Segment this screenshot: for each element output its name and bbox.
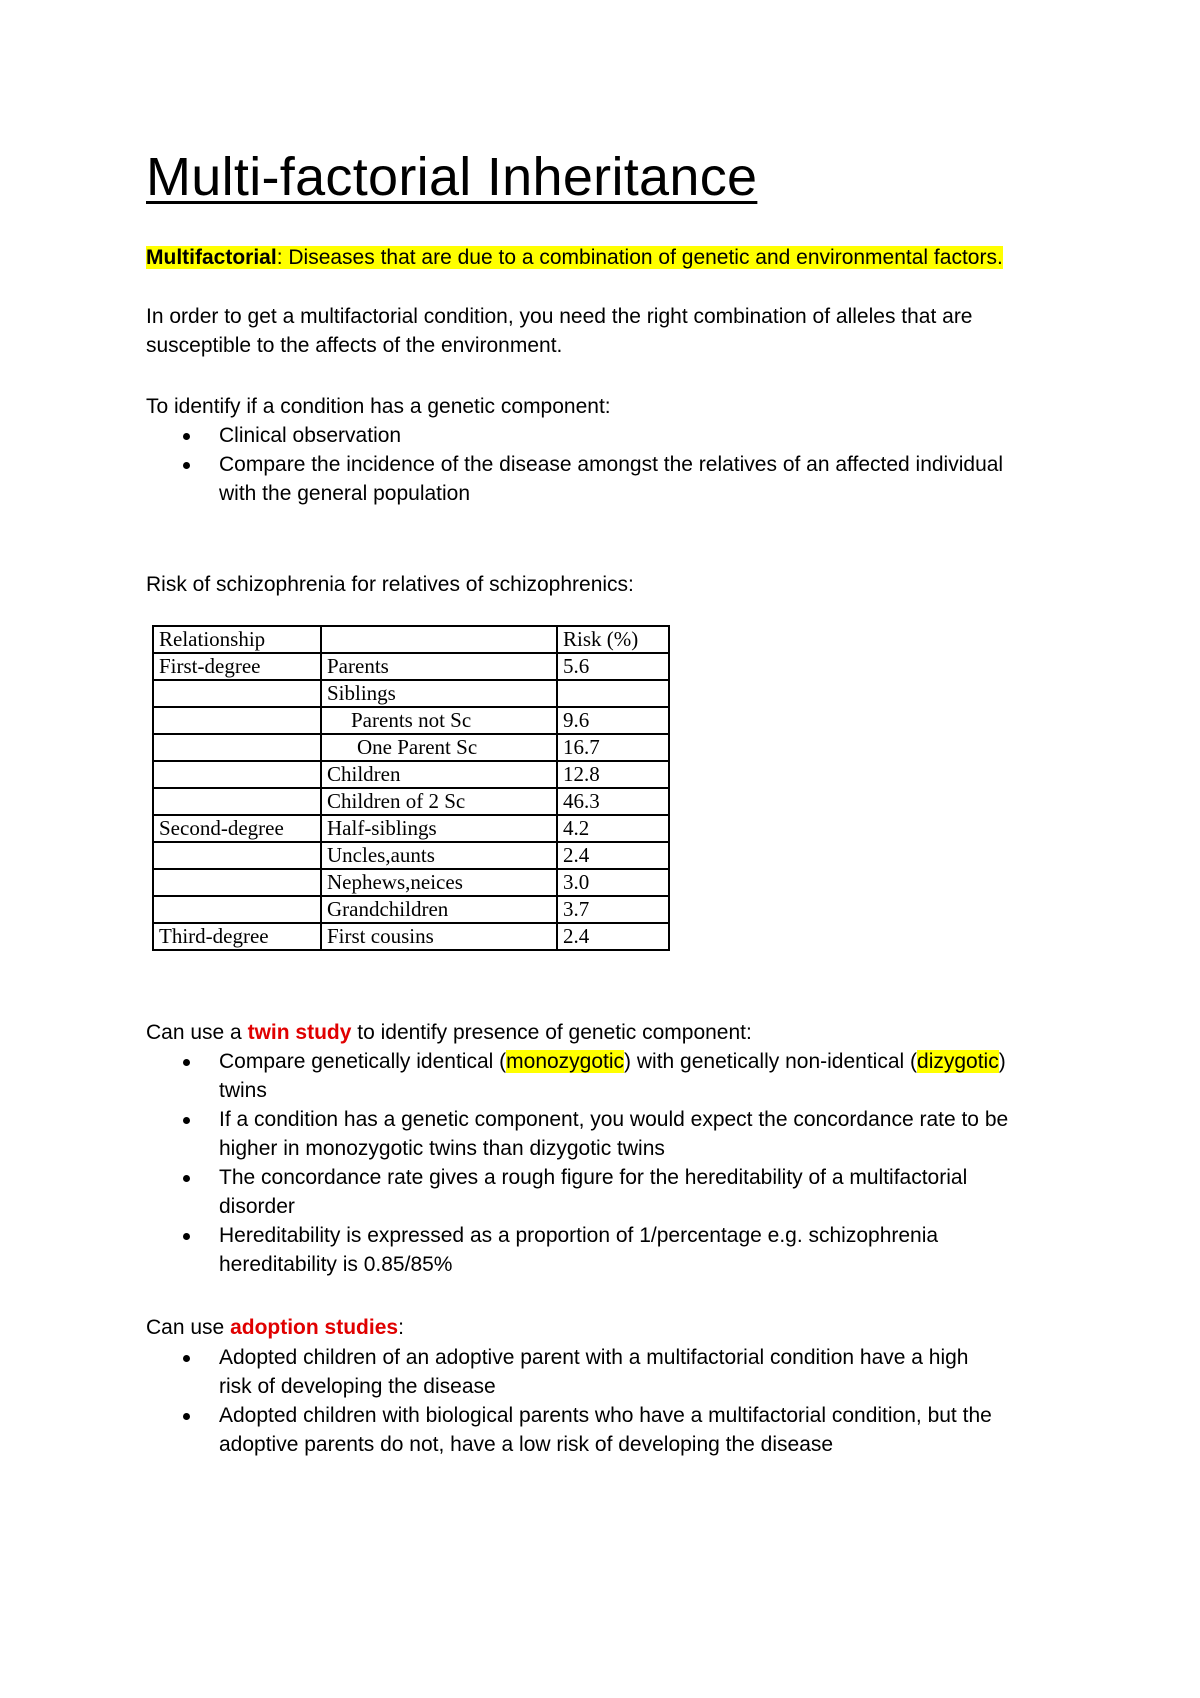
table-cell: Nephews,neices (321, 869, 557, 896)
bullet-icon (183, 433, 190, 440)
risk-heading: Risk of schizophrenia for relatives of schizophrenics: (146, 573, 634, 596)
adoption-list (146, 1343, 992, 1459)
list-item: Compare genetically identical (monozygotic) with genetically non-identical (dizygotic) twins (146, 1047, 1008, 1105)
table-cell: 12.8 (557, 761, 669, 788)
list-item: Clinical observation (146, 421, 1003, 450)
table-cell: First cousins (321, 923, 557, 950)
dizygotic-highlight: dizygotic (917, 1050, 999, 1073)
table-cell: 4.2 (557, 815, 669, 842)
definition-text: Diseases that are due to a combination of genetic and environmental factors. (288, 246, 1003, 269)
definition-line (146, 243, 1003, 272)
table-row (153, 653, 669, 680)
table-row (153, 788, 669, 815)
bullet-icon (183, 1233, 190, 1240)
table-cell (153, 734, 321, 761)
table-header-cell: Risk (%) (557, 626, 669, 653)
table-cell: Uncles,aunts (321, 842, 557, 869)
table-cell: 3.0 (557, 869, 669, 896)
table-cell (153, 707, 321, 734)
table-row (153, 923, 669, 950)
page-title: Multi-factorial Inheritance (146, 147, 758, 207)
bullet-icon (183, 462, 190, 469)
twin-heading: Can use a twin study to identify presence of genetic component: (146, 1021, 752, 1044)
bullet-icon (183, 1355, 190, 1362)
table-cell: Second-degree (153, 815, 321, 842)
identify-list (146, 421, 1003, 508)
table-cell: 2.4 (557, 842, 669, 869)
list-item: Hereditability is expressed as a proportion of 1/percentage e.g. schizophrenia hereditability is 0.85/85% (146, 1221, 1008, 1279)
definition-term: Multifactorial (146, 246, 277, 269)
table-cell (153, 869, 321, 896)
definition-separator: : (276, 246, 289, 269)
list-item: The concordance rate gives a rough figure for the hereditability of a multifactorial disorder (146, 1163, 1008, 1221)
risk-table (152, 625, 670, 951)
table-header-cell: Relationship (153, 626, 321, 653)
table-header-row (153, 626, 669, 653)
table-row (153, 896, 669, 923)
table-cell: 9.6 (557, 707, 669, 734)
table-row (153, 815, 669, 842)
bullet-icon (183, 1175, 190, 1182)
table-row (153, 761, 669, 788)
twin-study-term: twin study (247, 1021, 352, 1044)
table-cell: Children (321, 761, 557, 788)
definition-highlight (146, 246, 1003, 269)
table-cell: 2.4 (557, 923, 669, 950)
list-item: Compare the incidence of the disease amongst the relatives of an affected individual with the general population (146, 450, 1003, 508)
table-cell: 46.3 (557, 788, 669, 815)
table-row (153, 734, 669, 761)
table-cell: 16.7 (557, 734, 669, 761)
intro-line-2: susceptible to the affects of the environment. (146, 334, 563, 357)
list-item: Adopted children with biological parents who have a multifactorial condition, but the adoptive parents do not, have a low risk of developing the disease (146, 1401, 992, 1459)
table-cell (153, 788, 321, 815)
table-cell (153, 896, 321, 923)
table-cell: Grandchildren (321, 896, 557, 923)
bullet-icon (183, 1413, 190, 1420)
adoption-studies-term: adoption studies (230, 1316, 399, 1339)
table-cell: Third-degree (153, 923, 321, 950)
list-item: Adopted children of an adoptive parent with a multifactorial condition have a high risk of developing the disease (146, 1343, 992, 1401)
table-row (153, 707, 669, 734)
list-item: If a condition has a genetic component, you would expect the concordance rate to be higher in monozygotic twins than dizygotic twins (146, 1105, 1008, 1163)
table-cell: One Parent Sc (321, 734, 557, 761)
identify-heading: To identify if a condition has a genetic component: (146, 395, 611, 418)
bullet-icon (183, 1117, 190, 1124)
table-cell (557, 680, 669, 707)
table-cell (153, 680, 321, 707)
table-cell: Siblings (321, 680, 557, 707)
twin-list (146, 1047, 1008, 1279)
table-header-cell (321, 626, 557, 653)
table-cell (153, 761, 321, 788)
intro-line-1: In order to get a multifactorial condition, you need the right combination of alleles that are (146, 305, 973, 328)
table-cell: Children of 2 Sc (321, 788, 557, 815)
table-row (153, 680, 669, 707)
table-cell: First-degree (153, 653, 321, 680)
table-cell: Parents (321, 653, 557, 680)
table-row (153, 869, 669, 896)
table-cell: Half-siblings (321, 815, 557, 842)
table-cell: 3.7 (557, 896, 669, 923)
table-cell (153, 842, 321, 869)
monozygotic-highlight: monozygotic (506, 1050, 625, 1073)
adoption-heading: Can use adoption studies: (146, 1316, 404, 1339)
table-cell: Parents not Sc (321, 707, 557, 734)
table-cell: 5.6 (557, 653, 669, 680)
bullet-icon (183, 1059, 190, 1066)
table-row (153, 842, 669, 869)
